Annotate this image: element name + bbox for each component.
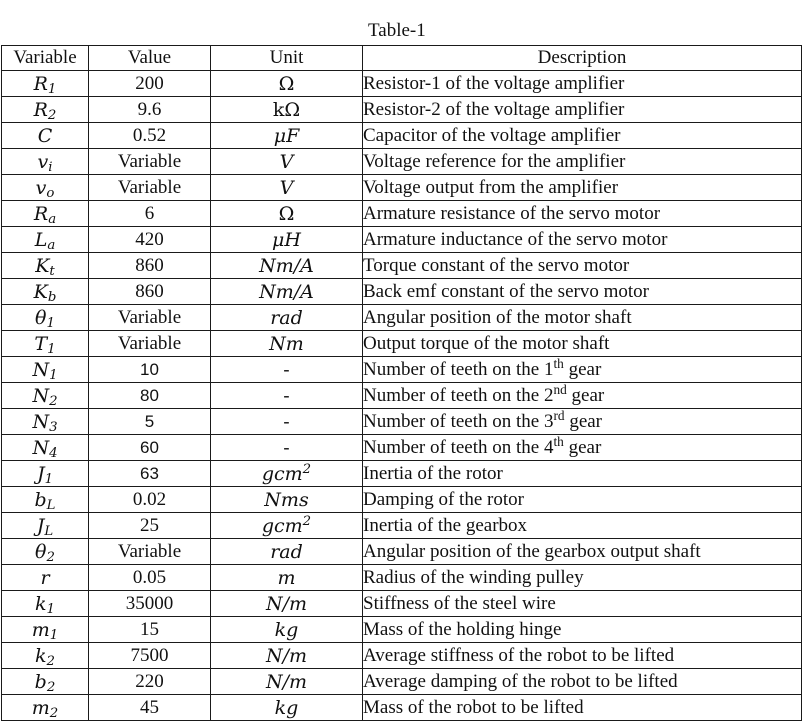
cell-unit — [211, 357, 363, 383]
ordinal-suffix: nd — [553, 382, 567, 397]
cell-variable — [2, 461, 89, 487]
description-text: Inertia of the rotor — [363, 462, 503, 484]
cell-description — [363, 513, 802, 539]
cell-variable — [2, 331, 89, 357]
cell-value: Variable — [89, 149, 211, 175]
cell-description — [363, 383, 802, 409]
cell-description — [363, 305, 802, 331]
table-caption: Table-1 — [368, 20, 426, 41]
cell-description — [363, 71, 802, 97]
variable-subscript: b — [47, 289, 57, 305]
variable-symbol: R — [33, 202, 49, 225]
variable-subscript: 2 — [49, 705, 59, 721]
cell-value: 0.02 — [89, 487, 211, 513]
table-row — [2, 669, 802, 695]
variable-symbol: R — [33, 72, 48, 95]
cell-variable — [2, 175, 89, 201]
cell-variable — [2, 123, 89, 149]
unit-superscript: 2 — [302, 513, 312, 529]
cell-value: 220 — [89, 669, 211, 695]
description-text: Capacitor of the voltage amplifier — [363, 124, 621, 146]
cell-variable — [2, 357, 89, 383]
cell-description — [363, 539, 802, 565]
table-row — [2, 149, 802, 175]
description-text: Number of teeth on the 3 — [363, 410, 554, 432]
variable-subscript: i — [48, 159, 53, 175]
table-row — [2, 643, 802, 669]
variable-symbol: L — [34, 228, 48, 251]
cell-value: 5 — [89, 409, 211, 435]
description-text: Resistor-2 of the voltage amplifier — [363, 98, 625, 120]
cell-description — [363, 591, 802, 617]
table-row — [2, 695, 802, 721]
table-row — [2, 71, 802, 97]
description-text: Mass of the robot to be lifted — [363, 696, 584, 718]
cell-description — [363, 669, 802, 695]
cell-description — [363, 461, 802, 487]
table-row — [2, 227, 802, 253]
cell-description — [363, 695, 802, 721]
description-tail: gear — [563, 436, 602, 458]
cell-description — [363, 175, 802, 201]
cell-variable — [2, 487, 89, 513]
description-text: Number of teeth on the 4 — [363, 436, 554, 458]
unit-symbol: Ω — [278, 72, 295, 95]
cell-description — [363, 123, 802, 149]
description-tail: gear — [564, 410, 603, 432]
variable-subscript: o — [46, 185, 55, 201]
cell-unit — [211, 97, 363, 123]
cell-unit — [211, 669, 363, 695]
variable-symbol: J — [36, 462, 45, 485]
cell-unit — [211, 331, 363, 357]
cell-unit — [211, 383, 363, 409]
variable-subscript: 1 — [47, 341, 56, 357]
cell-unit — [211, 279, 363, 305]
cell-unit — [211, 591, 363, 617]
cell-variable — [2, 695, 89, 721]
cell-description — [363, 409, 802, 435]
table-header-row — [2, 46, 802, 71]
header-unit: Unit — [211, 46, 363, 71]
cell-value: 7500 — [89, 643, 211, 669]
cell-value: 45 — [89, 695, 211, 721]
variable-symbol: m — [31, 618, 50, 641]
cell-value: 25 — [89, 513, 211, 539]
cell-unit — [211, 201, 363, 227]
description-text: Voltage output from the amplifier — [363, 176, 619, 198]
variable-subscript: 2 — [46, 653, 55, 669]
unit-symbol: - — [283, 358, 290, 381]
cell-value: 9.6 — [89, 97, 211, 123]
table-row — [2, 97, 802, 123]
description-text: Angular position of the gearbox output shaft — [363, 540, 701, 562]
table-row — [2, 591, 802, 617]
cell-variable — [2, 279, 89, 305]
table-row — [2, 253, 802, 279]
cell-description — [363, 331, 802, 357]
cell-value: Variable — [89, 331, 211, 357]
description-text: Armature resistance of the servo motor — [363, 202, 661, 224]
cell-variable — [2, 383, 89, 409]
variable-subscript: 4 — [49, 445, 58, 461]
table-row — [2, 487, 802, 513]
cell-description — [363, 357, 802, 383]
description-text: Armature inductance of the servo motor — [363, 228, 668, 250]
variable-subscript: 1 — [46, 315, 55, 331]
cell-value: Variable — [89, 539, 211, 565]
unit-symbol: kg — [274, 696, 299, 719]
variable-symbol: N — [32, 436, 50, 459]
cell-value: 80 — [89, 383, 211, 409]
table-body — [2, 71, 802, 721]
cell-unit — [211, 617, 363, 643]
variable-symbol: v — [37, 150, 49, 173]
variable-symbol: θ — [35, 306, 47, 329]
unit-superscript: 2 — [302, 461, 312, 477]
table-row — [2, 565, 802, 591]
variable-subscript: 1 — [47, 81, 57, 97]
cell-variable — [2, 71, 89, 97]
cell-unit — [211, 461, 363, 487]
cell-variable — [2, 97, 89, 123]
variable-symbol: C — [37, 124, 53, 147]
cell-variable — [2, 565, 89, 591]
description-text: Voltage reference for the amplifier — [363, 150, 626, 172]
cell-unit — [211, 253, 363, 279]
table-row — [2, 383, 802, 409]
description-text: Output torque of the motor shaft — [363, 332, 610, 354]
cell-description — [363, 279, 802, 305]
ordinal-suffix: rd — [553, 408, 565, 423]
cell-description — [363, 487, 802, 513]
unit-symbol: μF — [273, 124, 300, 147]
variable-subscript: 2 — [46, 549, 55, 565]
variable-symbol: k — [35, 644, 47, 667]
header-description: Description — [363, 46, 802, 71]
variable-symbol: v — [35, 176, 47, 199]
cell-variable — [2, 617, 89, 643]
variable-symbol: r — [40, 566, 50, 589]
header-value: Value — [89, 46, 211, 71]
cell-value: 0.05 — [89, 565, 211, 591]
unit-symbol: μH — [272, 228, 301, 251]
variable-symbol: J — [36, 514, 45, 537]
cell-value: 60 — [89, 435, 211, 461]
cell-unit — [211, 409, 363, 435]
variable-subscript: 2 — [46, 679, 56, 695]
unit-symbol: rad — [270, 540, 303, 563]
cell-unit — [211, 539, 363, 565]
unit-symbol: Nm — [269, 332, 304, 355]
description-text: Back emf constant of the servo motor — [363, 280, 649, 302]
cell-description — [363, 227, 802, 253]
cell-value: Variable — [89, 305, 211, 331]
cell-unit — [211, 305, 363, 331]
description-text: Average stiffness of the robot to be lifted — [363, 644, 675, 666]
cell-variable — [2, 539, 89, 565]
unit-symbol: - — [283, 436, 290, 459]
cell-unit — [211, 149, 363, 175]
unit-symbol: kΩ — [272, 98, 301, 121]
cell-unit — [211, 175, 363, 201]
cell-variable — [2, 227, 89, 253]
description-text: Inertia of the gearbox — [363, 514, 528, 536]
table-row — [2, 461, 802, 487]
cell-value: 6 — [89, 201, 211, 227]
cell-value: 0.52 — [89, 123, 211, 149]
variable-symbol: N — [32, 384, 50, 407]
variable-symbol: K — [35, 254, 50, 277]
description-tail: gear — [563, 358, 602, 380]
cell-description — [363, 149, 802, 175]
description-text: Number of teeth on the 2 — [363, 384, 554, 406]
unit-symbol: m — [277, 566, 296, 589]
unit-symbol: gcm — [261, 462, 303, 485]
table-row — [2, 331, 802, 357]
cell-variable — [2, 409, 89, 435]
unit-symbol: Nm/A — [259, 280, 314, 303]
cell-unit — [211, 695, 363, 721]
cell-value: 860 — [89, 279, 211, 305]
cell-unit — [211, 565, 363, 591]
cell-description — [363, 435, 802, 461]
description-text: Angular position of the motor shaft — [363, 306, 632, 328]
ordinal-suffix: th — [553, 434, 564, 449]
cell-variable — [2, 513, 89, 539]
variable-subscript: L — [46, 497, 56, 513]
table-row — [2, 409, 802, 435]
cell-unit — [211, 227, 363, 253]
description-text: Torque constant of the servo motor — [363, 254, 630, 276]
description-text: Average damping of the robot to be lifted — [363, 670, 678, 692]
variable-symbol: b — [34, 488, 47, 511]
cell-variable — [2, 305, 89, 331]
unit-symbol: gcm — [261, 514, 303, 537]
cell-variable — [2, 669, 89, 695]
unit-symbol: N/m — [265, 592, 308, 615]
table-row — [2, 201, 802, 227]
unit-symbol: N/m — [265, 670, 308, 693]
unit-symbol: rad — [270, 306, 303, 329]
unit-symbol: Nm/A — [259, 254, 314, 277]
table-row — [2, 617, 802, 643]
cell-variable — [2, 435, 89, 461]
description-text: Resistor-1 of the voltage amplifier — [363, 72, 625, 94]
variable-symbol: k — [35, 592, 47, 615]
cell-description — [363, 617, 802, 643]
ordinal-suffix: th — [553, 356, 564, 371]
variable-subscript: a — [48, 211, 57, 227]
cell-variable — [2, 201, 89, 227]
unit-symbol: kg — [274, 618, 299, 641]
table-row — [2, 513, 802, 539]
variable-subscript: a — [47, 237, 56, 253]
variable-subscript: 1 — [49, 367, 58, 383]
variable-symbol: θ — [35, 540, 47, 563]
unit-symbol: V — [279, 176, 294, 199]
variable-symbol: N — [32, 358, 50, 381]
unit-symbol: N/m — [265, 644, 308, 667]
variable-subscript: t — [49, 263, 55, 279]
cell-unit — [211, 435, 363, 461]
unit-symbol: V — [279, 150, 294, 173]
cell-value: 63 — [89, 461, 211, 487]
cell-value: 860 — [89, 253, 211, 279]
description-text: Radius of the winding pulley — [363, 566, 584, 588]
cell-description — [363, 565, 802, 591]
description-text: Number of teeth on the 1 — [363, 358, 554, 380]
cell-variable — [2, 149, 89, 175]
variable-symbol: N — [32, 410, 50, 433]
table-row — [2, 123, 802, 149]
variable-symbol: b — [34, 670, 47, 693]
unit-symbol: - — [283, 410, 290, 433]
cell-unit — [211, 643, 363, 669]
variable-symbol: m — [31, 696, 50, 719]
table-row — [2, 357, 802, 383]
cell-variable — [2, 643, 89, 669]
cell-value: 420 — [89, 227, 211, 253]
cell-description — [363, 643, 802, 669]
cell-variable — [2, 253, 89, 279]
cell-description — [363, 97, 802, 123]
cell-unit — [211, 487, 363, 513]
cell-value: 15 — [89, 617, 211, 643]
description-text: Damping of the rotor — [363, 488, 524, 510]
cell-unit — [211, 71, 363, 97]
variable-subscript: 3 — [49, 419, 58, 435]
table-row — [2, 305, 802, 331]
description-text: Mass of the holding hinge — [363, 618, 562, 640]
description-tail: gear — [566, 384, 605, 406]
table-row — [2, 175, 802, 201]
cell-value: 10 — [89, 357, 211, 383]
variable-subscript: 2 — [47, 107, 57, 123]
variable-symbol: R — [33, 98, 48, 121]
cell-unit — [211, 123, 363, 149]
description-text: Stiffness of the steel wire — [363, 592, 556, 614]
table-row — [2, 539, 802, 565]
variable-subscript: 1 — [46, 601, 55, 617]
unit-symbol: Ω — [278, 202, 295, 225]
variable-subscript: 2 — [49, 393, 58, 409]
cell-unit — [211, 513, 363, 539]
variable-subscript: 1 — [44, 471, 54, 487]
unit-symbol: Nms — [264, 488, 309, 511]
variable-subscript: L — [44, 523, 54, 539]
cell-value: 35000 — [89, 591, 211, 617]
variable-subscript: 1 — [49, 627, 59, 643]
cell-value: 200 — [89, 71, 211, 97]
header-variable: Variable — [2, 46, 89, 71]
variables-table — [1, 45, 802, 721]
variable-symbol: T — [34, 332, 48, 355]
unit-symbol: - — [283, 384, 290, 407]
table-row — [2, 279, 802, 305]
cell-variable — [2, 591, 89, 617]
cell-description — [363, 201, 802, 227]
cell-description — [363, 253, 802, 279]
cell-value: Variable — [89, 175, 211, 201]
variable-symbol: K — [33, 280, 48, 303]
table-row — [2, 435, 802, 461]
